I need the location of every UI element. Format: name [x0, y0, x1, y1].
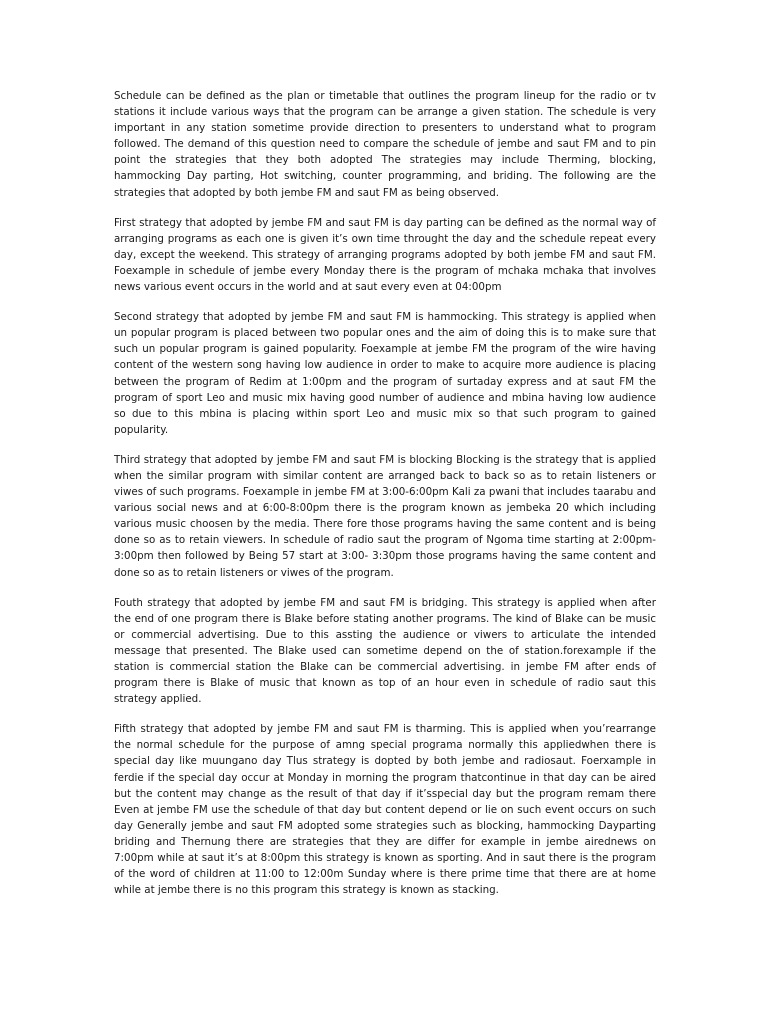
- paragraph-day-parting: First strategy that adopted by jembe FM and saut FM is day parting can be defined as the normal way of arranging programs as each one is given it’s own time throught the day and the schedule repeat every day, except the weekend. This strategy of arranging programs adopted by both jembe FM and saut FM. Foexample in schedule of jembe every Monday there is the program of mchaka mchaka that involves news various event occurs in the world and at saut every even at 04:00pm: [114, 216, 656, 294]
- paragraph-intro: Schedule can be defined as the plan or timetable that outlines the program lineup for the radio or tv stations it include various ways that the program can be arrange a given station. The schedule is very important in any station sometime provide direction to presenters to understand what to program followed. The demand of this question need to compare the schedule of jembe and saut FM and to pin point the strategies that they both adopted The strategies may include Therming, blocking, hammocking Day parting, Hot switching, counter programming, and briding. The following are the strategies that adopted by both jembe FM and saut FM as being observed.: [114, 90, 656, 199]
- paragraph-bridging: Fouth strategy that adopted by jembe FM and saut FM is bridging. This strategy is applied when after the end of one program there is Blake before stating another programs. The kind of Blake can be music or commercial advertising. Due to this assting the audience or viwers to articulate the intended message that presented. The Blake used can sometime depend on the of station.forexample if the station is commercial station the Blake can be commercial advertising. in jembe FM after ends of program there is Blake of music that known as top of an hour even in schedule of radio saut this strategy applied.: [114, 596, 656, 706]
- paragraph-hammocking: Second strategy that adopted by jembe FM and saut FM is hammocking. This strategy is applied when un popular program is placed between two popular ones and the aim of doing this is to make sure that such un popular program is gained popularity. Foexample at jembe FM the program of the wire having content of the western song having low audience in order to make to acquire more audience is placing between the program of Redim at 1:00pm and the program of surtaday express and at saut FM the program of sport Leo and music mix having good number of audience and mbina having low audience so due to this mbina is placing within sport Leo and music mix so that such program to gained popularity.: [114, 311, 656, 436]
- paragraph-blocking: Third strategy that adopted by jembe FM and saut FM is blocking Blocking is the strategy that is applied when the similar program with similar content are arranged back to back so as to retain listeners or viwes of such programs. Foexample in jembe FM at 3:00-6:00pm Kali za pwani that includes taarabu and various social news and at 6:00-8:00pm there is the program known as jembeka 20 which including various music choosen by the media. There fore those programs having the same content and is being done so as to retain viewers. In schedule of radio saut the program of Ngoma time starting at 2:00pm-3:00pm then followed by Being 57 start at 3:00- 3:30pm those programs having the same content and done so as to retain listeners or viwes of the program.: [114, 453, 656, 579]
- document-page: [114, 88, 656, 912]
- paragraph-theming: Fifth strategy that adopted by jembe FM and saut FM is tharming. This is applied when you’rearrange the normal schedule for the purpose of amng special programa normally this appliedwhen there is special day like muungano day Tlus strategy is dopted by both jembe and radiosaut. Foerxample in ferdie if the special day occur at Monday in morning the program thatcontinue in that day can be aired but the content may change as the result of that day if it’sspecial day but the program remam there Even at jembe FM use the schedule of that day but content depend or lie on such event occurs on such day Generally jembe and saut FM adopted some strategies such as blocking, hammocking Dayparting briding and Thernung there are strategies that they are differ for example in jembe airednews on 7:00pm while at saut it’s at 8:00pm this strategy is known as sporting. And in saut there is the program of the word of children at 11:00 to 12:00m Sunday where is there prime time that there are at home while at jembe there is no this program this strategy is known as stacking.: [114, 723, 656, 897]
